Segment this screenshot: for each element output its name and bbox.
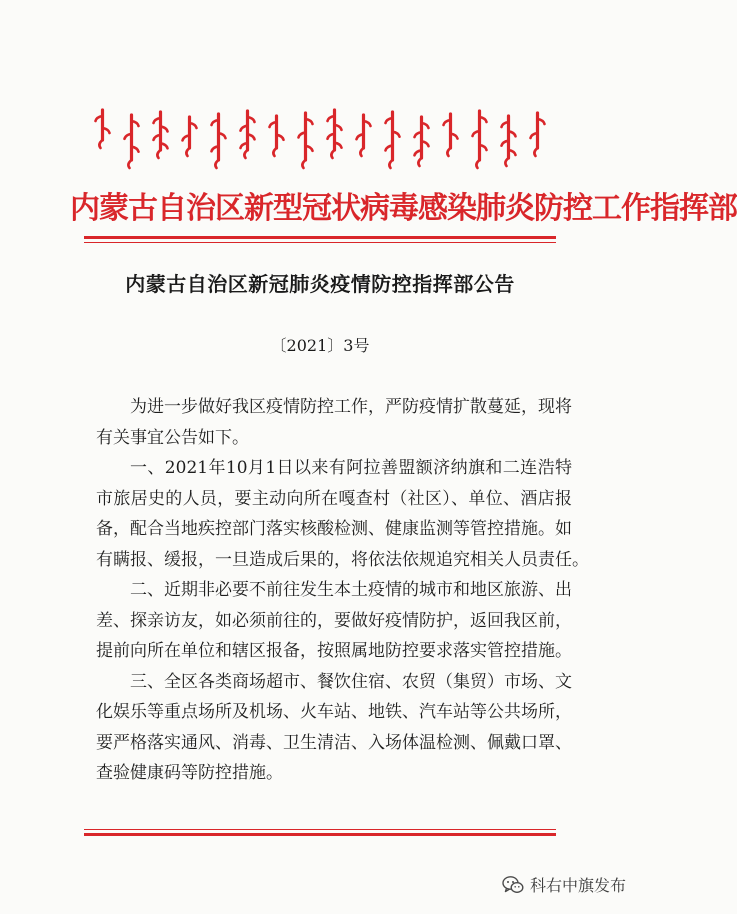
org-name-header: 内蒙古自治区新型冠状病毒感染肺炎防控工作指挥部 (70, 191, 737, 226)
header-rule-thick (84, 236, 556, 239)
mongolian-glyph (415, 117, 429, 166)
text-line: 一、2021年10月1日以来有阿拉善盟额济纳旗和二连浩特 (130, 458, 572, 478)
mongolian-glyph (444, 114, 458, 156)
mongolian-glyph (270, 116, 284, 156)
mongolian-glyph (299, 113, 313, 168)
mongolian-script-glyphs (88, 100, 552, 164)
notice-title: 内蒙古自治区新冠肺炎疫情防控指挥部公告 (125, 272, 515, 296)
mongolian-glyph (241, 111, 255, 158)
text-line: 提前向所在单位和辖区报备，按照属地防控要求落实管控措施。 (96, 641, 572, 661)
header-rule-thin (84, 242, 556, 243)
mongolian-glyph (357, 115, 371, 156)
mongolian-glyph (502, 116, 516, 166)
paragraph-item-2 (96, 575, 572, 667)
text-line: 二、近期非必要不前往发生本土疫情的城市和地区旅游、出 (130, 580, 572, 600)
text-line: 备，配合当地疾控部门落实核酸检测、健康监测等管控措施。如 (96, 519, 572, 539)
footer-rule-thick (84, 833, 556, 836)
text-line: 差、探亲访友，如必须前往的，要做好疫情防护，返回我区前， (96, 610, 572, 631)
mongolian-glyph (96, 110, 110, 148)
watermark-text: 科右中旗发布 (529, 876, 626, 895)
mongolian-glyph (386, 112, 400, 168)
text-line: 为进一步做好我区疫情防控工作，严防疫情扩散蔓延，现将 (130, 397, 572, 417)
footer-rule-thin (84, 829, 556, 830)
text-line: 要严格落实通风、消毒、卫生清洁、入场体温检测、佩戴口罩、 (96, 732, 572, 753)
mongolian-script-header (88, 100, 552, 164)
mongolian-glyph (531, 113, 545, 156)
text-line: 查验健康码等防控措施。 (96, 763, 283, 783)
mongolian-glyph (125, 115, 139, 168)
mongolian-glyph (183, 117, 197, 156)
mongolian-glyph (473, 111, 487, 168)
text-line: 有关事宜公告如下。 (96, 427, 249, 448)
document-number: 〔2021〕3号 (270, 336, 370, 355)
paragraph-intro (96, 392, 572, 453)
paragraph-item-3 (96, 667, 572, 789)
text-line: 三、全区各类商场超市、餐饮住宿、农贸（集贸）市场、文 (130, 671, 572, 692)
paragraph-item-1 (96, 453, 589, 575)
mongolian-glyph (328, 110, 342, 158)
text-line: 市旅居史的人员，要主动向所在嘎查村（社区）、单位、酒店报 (96, 488, 572, 509)
mongolian-glyph (212, 114, 226, 168)
text-line: 有瞒报、缓报，一旦造成后果的，将依法依规追究相关人员责任。 (96, 549, 589, 570)
mongolian-glyph (154, 112, 168, 158)
watermark (502, 873, 626, 896)
wechat-icon (502, 875, 524, 895)
notice-body (96, 392, 589, 789)
text-line: 化娱乐等重点场所及机场、火车站、地铁、汽车站等公共场所， (96, 702, 572, 722)
